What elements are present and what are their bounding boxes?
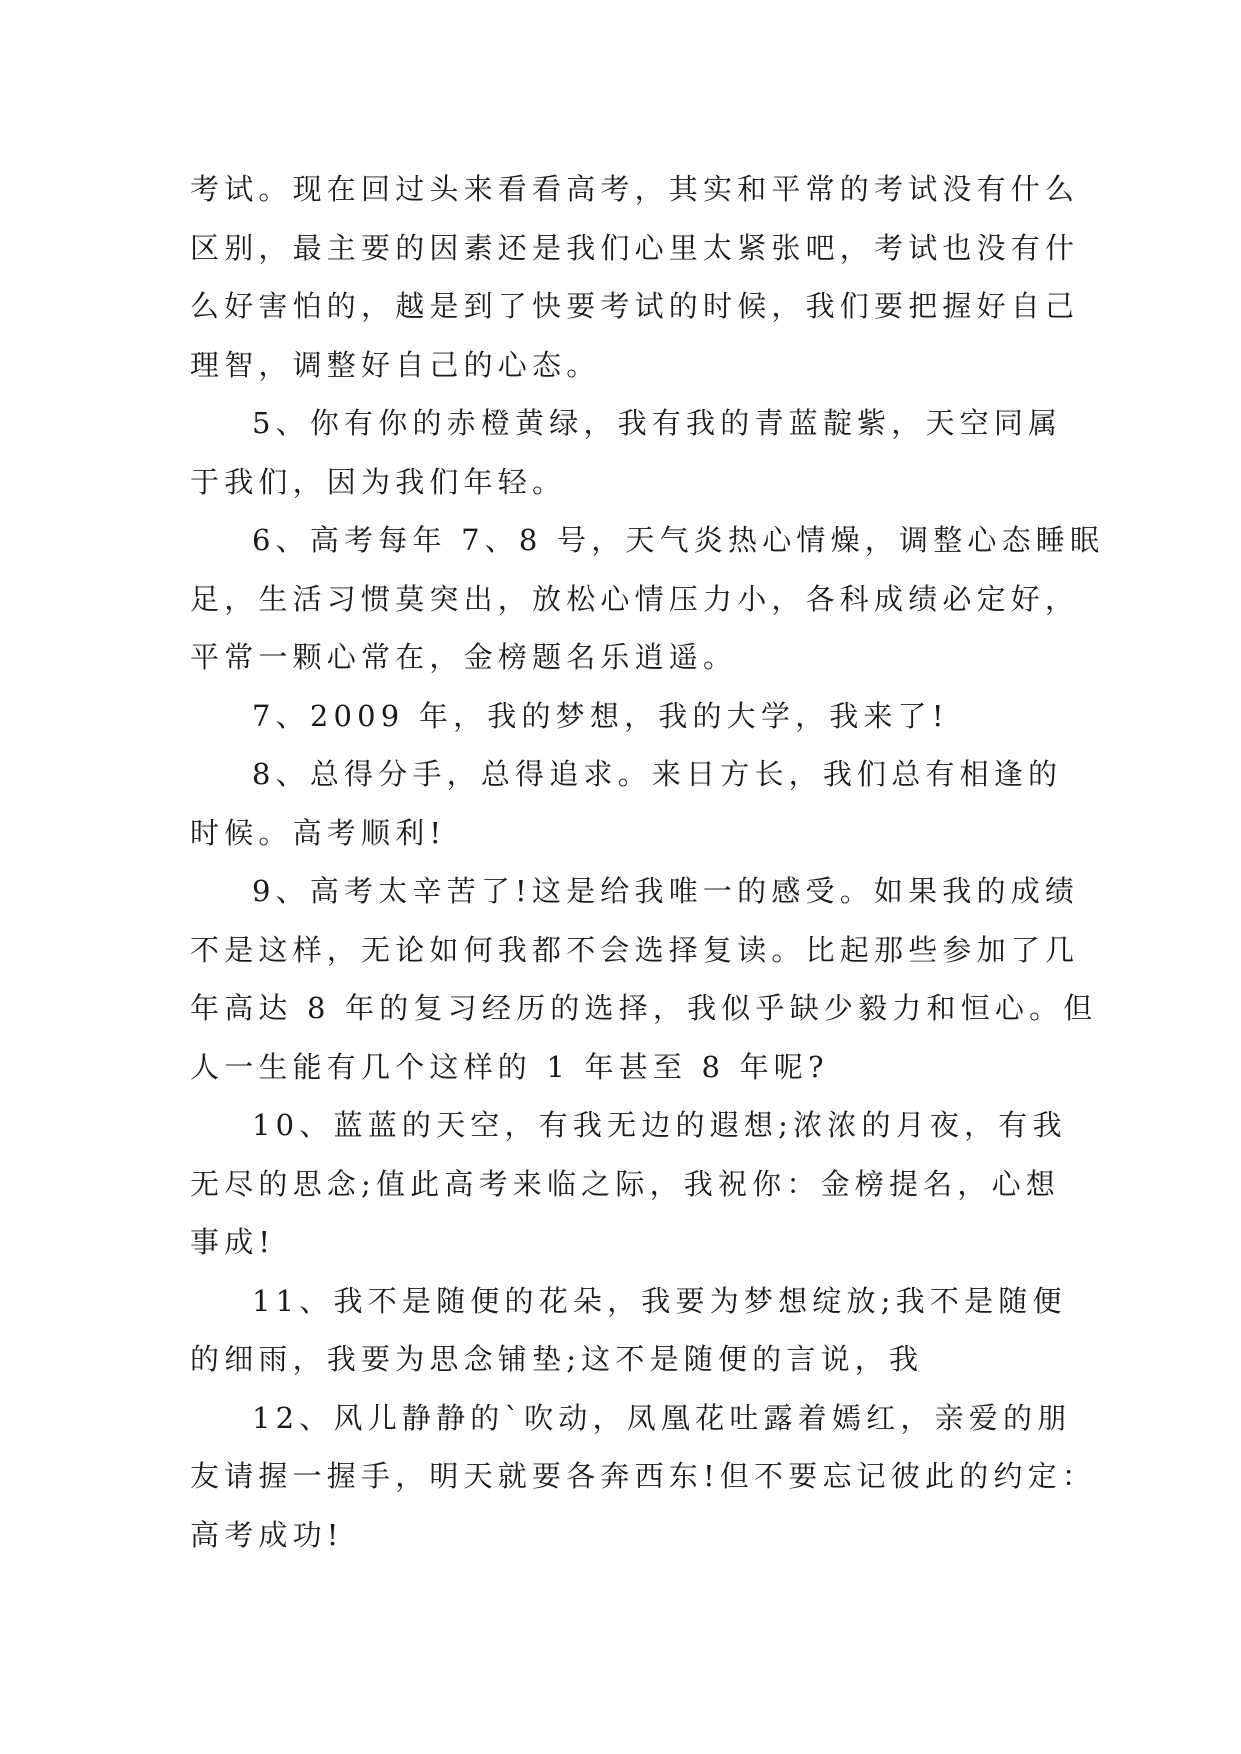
text-line: 年高达 8 年的复习经历的选择，我似乎缺少毅力和恒心。但 xyxy=(190,991,1098,1025)
text-line: 理智，调整好自己的心态。 xyxy=(190,347,601,382)
text-line: 于我们，因为我们年轻。 xyxy=(190,464,567,499)
paragraph-10-start: 10、蓝蓝的天空，有我无边的遐想;浓浓的月夜，有我 xyxy=(252,1108,1067,1142)
text-line: 区别，最主要的因素还是我们心里太紧张吧，考试也没有什 xyxy=(190,230,1080,265)
text-line: 平常一颗心常在，金榜题名乐逍遥。 xyxy=(190,640,738,674)
text-line: 无尽的思念;值此高考来临之际，我祝你：金榜提名，心想 xyxy=(190,1166,1060,1201)
text-line: 高考成功! xyxy=(190,1517,344,1552)
text-line: 考试。现在回过头来看看高考，其实和平常的考试没有什么 xyxy=(190,172,1080,206)
text-line: 时候。高考顺利! xyxy=(190,815,447,850)
text-line: 足，生活习惯莫突出，放松心情压力小，各科成绩必定好， xyxy=(190,581,1080,616)
text-line: 不是这样，无论如何我都不会选择复读。比起那些参加了几 xyxy=(190,932,1080,967)
text-line: 人一生能有几个这样的 1 年甚至 8 年呢? xyxy=(190,1049,829,1084)
paragraph-11-start: 11、我不是随便的花朵，我要为梦想绽放;我不是随便 xyxy=(252,1283,1067,1318)
text-line: 的细雨，我要为思念铺垫;这不是随便的言说，我 xyxy=(190,1342,924,1376)
paragraph-12-start: 12、风儿静静的`吹动，凤凰花吐露着嫣红，亲爱的朋 xyxy=(252,1400,1072,1435)
paragraph-9-start: 9、高考太辛苦了!这是给我唯一的感受。如果我的成绩 xyxy=(252,874,1080,908)
paragraph-6-start: 6、高考每年 7、8 号，天气炎热心情燥，调整心态睡眠 xyxy=(252,523,1105,557)
document-body xyxy=(190,160,1105,1564)
text-line: 友请握一握手，明天就要各奔西东!但不要忘记彼此的约定： xyxy=(190,1459,1097,1493)
text-line: 事成! xyxy=(190,1225,276,1259)
text-line: 么好害怕的，越是到了快要考试的时候，我们要把握好自己 xyxy=(190,289,1080,323)
paragraph-5-start: 5、你有你的赤橙黄绿，我有我的青蓝靛紫，天空同属 xyxy=(252,406,1063,440)
paragraph-7-start: 7、2009 年，我的梦想，我的大学，我来了! xyxy=(252,698,949,733)
paragraph-8-start: 8、总得分手，总得追求。来日方长，我们总有相逢的 xyxy=(252,757,1063,791)
